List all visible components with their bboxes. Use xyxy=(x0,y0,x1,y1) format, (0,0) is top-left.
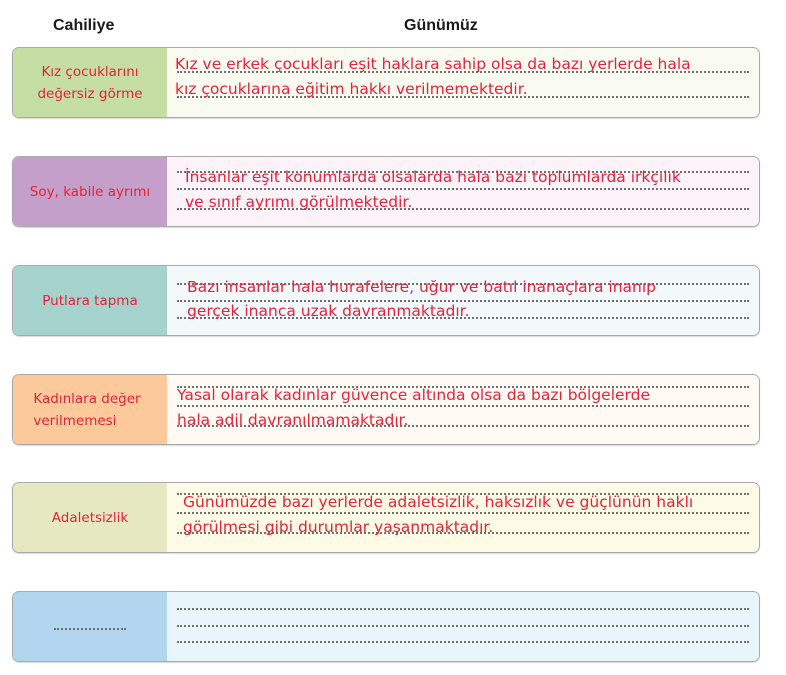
cahiliye-cell xyxy=(13,483,167,552)
comparison-row-4 xyxy=(12,374,760,445)
comparison-row-6-blank xyxy=(12,591,760,662)
answer-field[interactable] xyxy=(167,157,759,226)
answer-line: ve sınıf ayrımı görülmektedir. xyxy=(185,193,413,211)
cahiliye-label-line: Kadınlara değer xyxy=(33,390,141,407)
answer-text xyxy=(185,165,749,215)
answer-line: hala adil davranılmamaktadır. xyxy=(177,411,409,429)
cahiliye-label-line: Soy, kabile ayrımı xyxy=(29,183,151,200)
answer-line: Bazı insanlar hala hurafelere, uğur ve batıl inanaçlara inanıp xyxy=(187,278,657,296)
cahiliye-label-line: Kız çocuklarını xyxy=(41,63,139,80)
cahiliye-label-line: verilmemesi xyxy=(33,412,117,429)
answer-text xyxy=(183,490,749,540)
answer-line: kız çocuklarına eğitim hakkı verilmemektedir. xyxy=(175,80,528,98)
answer-line: Günümüzde bazı yerlerde adaletsizlik, haksızlık ve güçlünün haklı xyxy=(183,493,694,511)
answer-field-blank[interactable] xyxy=(167,592,759,661)
header-cahiliye: Cahiliye xyxy=(53,17,115,34)
comparison-row-1 xyxy=(12,47,760,118)
answer-line: görülmesi gibi durumlar yaşanmaktadır. xyxy=(183,518,494,536)
answer-field[interactable] xyxy=(167,483,759,552)
cahiliye-cell xyxy=(13,157,167,226)
cahiliye-label-line: Adaletsizlik xyxy=(51,509,129,526)
dotted-line xyxy=(177,625,749,627)
cahiliye-cell xyxy=(13,266,167,335)
cahiliye-cell-blank[interactable] xyxy=(13,592,167,661)
comparison-row-2 xyxy=(12,156,760,227)
cahiliye-cell xyxy=(13,375,167,444)
answer-field[interactable] xyxy=(167,48,759,117)
header-gunumuz: Günümüz xyxy=(404,17,478,34)
answer-line: Kız ve erkek çocukları eşit haklara sahip olsa da bazı yerlerde hala xyxy=(175,55,691,73)
cahiliye-label-line: Putlara tapma xyxy=(42,292,138,309)
dotted-line xyxy=(177,608,749,610)
dotted-line xyxy=(54,628,126,630)
cahiliye-cell xyxy=(13,48,167,117)
answer-text xyxy=(175,52,749,102)
answer-line: gerçek inanca uzak davranmaktadır. xyxy=(187,302,470,320)
answer-text xyxy=(177,383,749,433)
answer-field[interactable] xyxy=(167,375,759,444)
comparison-row-3 xyxy=(12,265,760,336)
answer-line: Yasal olarak kadınlar güvence altında olsa da bazı bölgelerde xyxy=(177,386,651,404)
answer-field[interactable] xyxy=(167,266,759,335)
dotted-line xyxy=(177,641,749,643)
answer-text xyxy=(187,275,749,323)
comparison-row-5 xyxy=(12,482,760,553)
cahiliye-label-line: değersiz görme xyxy=(37,85,143,102)
answer-line: İnsanlar eşit konumlarda olsalarda hala bazı toplumlarda ırkçılık xyxy=(185,168,681,186)
